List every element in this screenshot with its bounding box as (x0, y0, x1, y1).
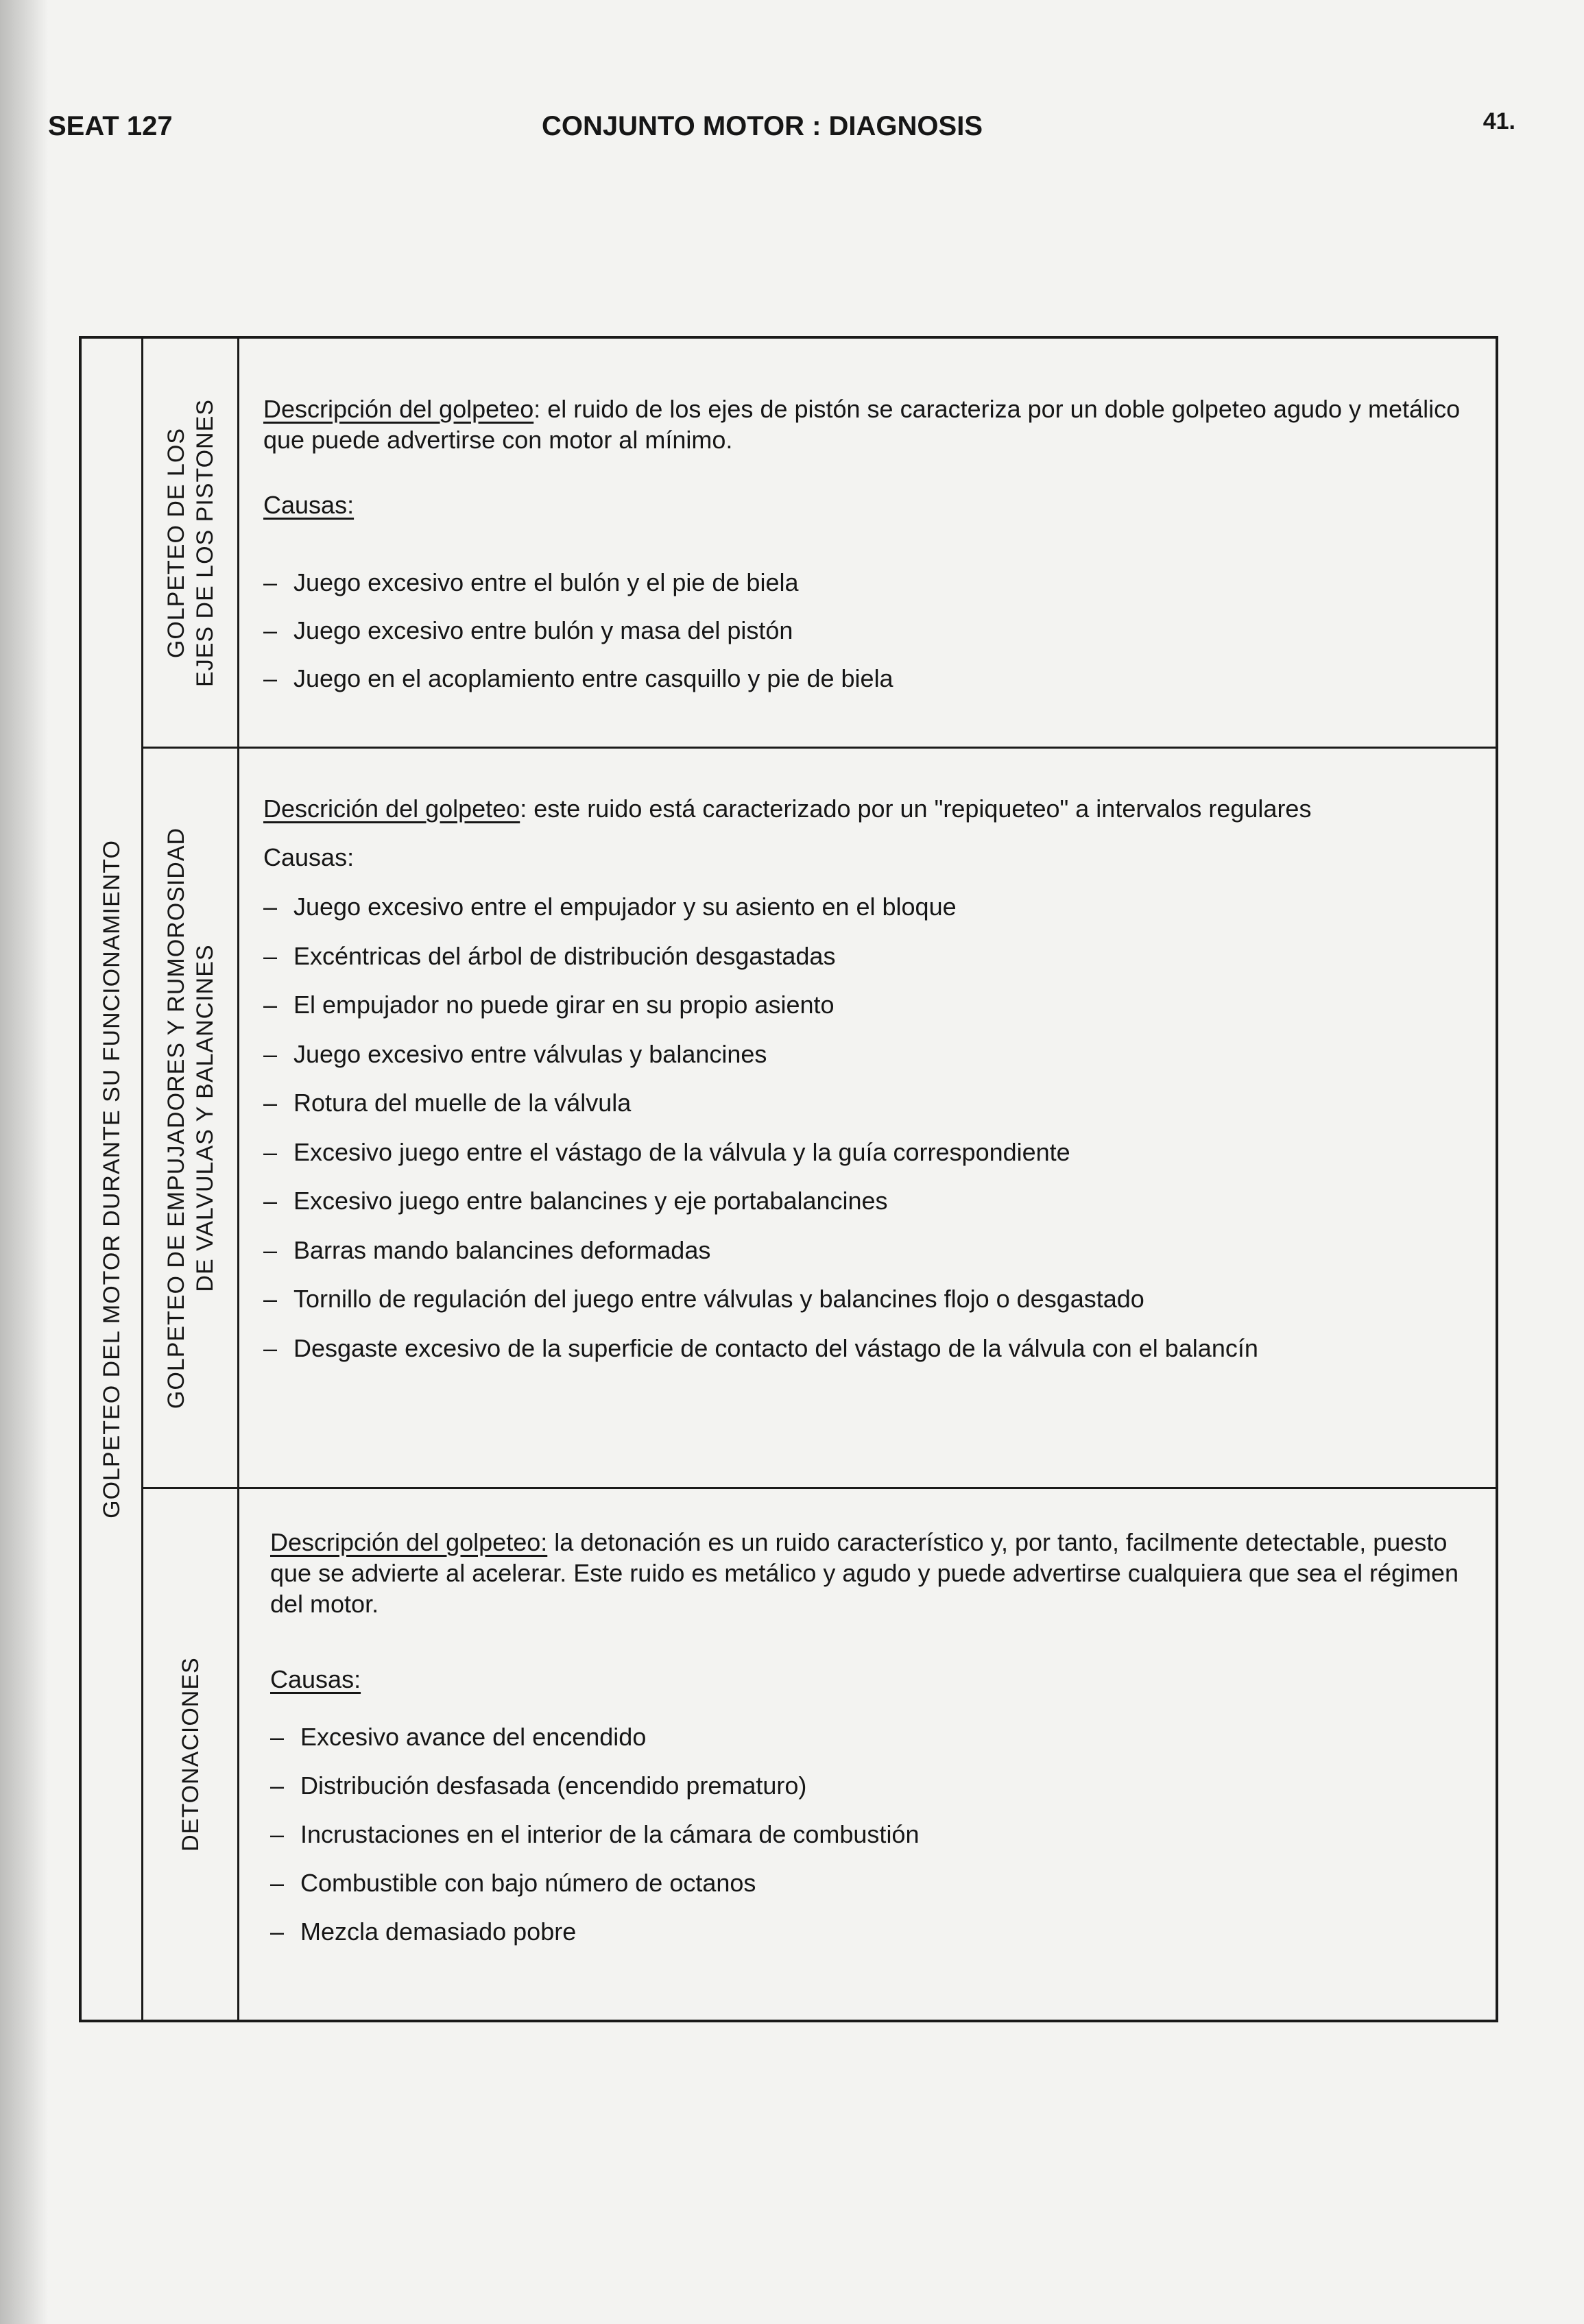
outer-category-label: GOLPETEO DEL MOTOR DURANTE SU FUNCIONAMIENTO (98, 840, 125, 1518)
page-number: 41. (1483, 108, 1515, 134)
causes-heading: Causas: (270, 1665, 361, 1693)
section-label-column (143, 749, 239, 1487)
cause-item: – Rotura del muelle de la válvula (263, 1078, 1461, 1128)
outer-category-column (82, 339, 143, 2020)
cause-item: – Desgaste excesivo de la superficie de contacto del vástago de la válvula con el balancín (263, 1324, 1461, 1373)
description (263, 394, 1461, 455)
causes-list (263, 882, 1461, 1372)
cause-item: – Excesivo juego entre balancines y eje portabalancines (263, 1176, 1461, 1226)
section-content (263, 793, 1461, 1372)
section-label-column (143, 339, 239, 747)
header-model: SEAT 127 (48, 111, 173, 141)
section-label-column (143, 1489, 239, 2020)
causes-list (270, 1712, 1461, 1956)
cause-item: – Barras mando balancines deformadas (263, 1226, 1461, 1275)
section-label-line: DETONACIONES (177, 1657, 204, 1852)
section-content (263, 394, 1461, 703)
cause-item: – Tornillo de regulación del juego entre válvulas y balancines flojo o desgastado (263, 1274, 1461, 1324)
cause-item: – Excesivo avance del encendido (270, 1712, 1461, 1761)
cause-item: – El empujador no puede girar en su propio asiento (263, 980, 1461, 1030)
description-text: la detonación es un ruido característico y, por tanto, facilmente detectable, puesto que se advierte al acelerar. Este ruido es metálico y agudo y puede advertirse cualquiera que sea el régimen del motor. (270, 1528, 1459, 1618)
section-label-line: EJES DE LOS PISTONES (191, 398, 218, 687)
description-text: : el ruido de los ejes de pistón se caracteriza por un doble golpeteo agudo y metálico que puede advertirse con motor al mínimo. (263, 395, 1461, 454)
description-label: Descrición del golpeteo (263, 795, 520, 823)
cause-item: – Juego excesivo entre el bulón y el pie de biela (263, 559, 1461, 607)
causes-heading: Causas: (263, 843, 355, 871)
description (270, 1527, 1461, 1619)
section-label (162, 827, 219, 1408)
binding-shadow (0, 0, 48, 2324)
description-label: Descripción del golpeteo: (270, 1528, 548, 1556)
section-label-line: GOLPETEO DE EMPUJADORES Y RUMOROSIDAD (163, 827, 189, 1409)
description-label: Descripción del golpeteo (263, 395, 534, 423)
cause-item: – Excesivo juego entre el vástago de la válvula y la guía correspondiente (263, 1128, 1461, 1177)
cause-item: – Excéntricas del árbol de distribución desgastadas (263, 932, 1461, 981)
cause-item: – Juego excesivo entre válvulas y balancines (263, 1030, 1461, 1079)
header-title: CONJUNTO MOTOR : DIAGNOSIS (542, 111, 983, 141)
description-text: : este ruido está caracterizado por un "repiqueteo" a intervalos regulares (520, 795, 1312, 823)
section-label-line: DE VALVULAS Y BALANCINES (191, 943, 218, 1292)
cause-item: – Incrustaciones en el interior de la cámara de combustión (270, 1810, 1461, 1859)
cause-item: – Distribución desfasada (encendido prematuro) (270, 1761, 1461, 1810)
section-content (270, 1527, 1461, 1956)
section-detonaciones (143, 1487, 1496, 2020)
causes-list (263, 559, 1461, 703)
section-label-line: GOLPETEO DE LOS (163, 427, 189, 658)
section-label (162, 399, 219, 687)
cause-item: – Combustible con bajo número de octanos (270, 1859, 1461, 1907)
diagnosis-table (79, 336, 1498, 2022)
cause-item: – Juego en el acoplamiento entre casquillo y pie de biela (263, 655, 1461, 703)
section-label (176, 1657, 205, 1851)
causes-heading: Causas: (263, 491, 355, 519)
page-header (48, 103, 1515, 151)
section-empujadores-valvulas (143, 747, 1496, 1487)
cause-item: – Mezcla demasiado pobre (270, 1907, 1461, 1956)
cause-item: – Juego excesivo entre el empujador y su asiento en el bloque (263, 882, 1461, 932)
description (263, 793, 1461, 824)
section-ejes-pistones (143, 339, 1496, 747)
cause-item: – Juego excesivo entre bulón y masa del pistón (263, 607, 1461, 655)
